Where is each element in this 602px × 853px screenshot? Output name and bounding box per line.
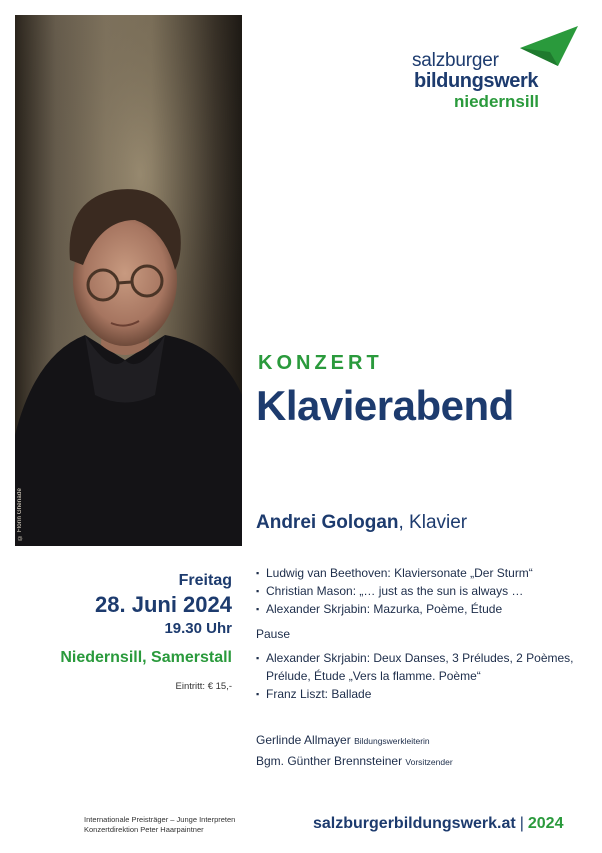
footer-credit-line: Internationale Preisträger – Junge Interpreten <box>84 815 236 824</box>
footer-credits <box>84 815 235 835</box>
event-kicker: KONZERT <box>258 352 383 374</box>
performer-photo <box>15 15 242 546</box>
entry-fee: Eintritt: € 15,- <box>175 681 232 692</box>
program-pause: Pause <box>256 627 291 641</box>
photo-credit: © Florin Ghenade <box>17 487 23 540</box>
event-details <box>60 572 232 692</box>
footer-separator: | <box>519 815 524 832</box>
program-item: ▪ Alexander Skrjabin: Mazurka, Poème, Étude <box>256 600 586 618</box>
event-time: 19.30 Uhr <box>164 620 232 637</box>
logo-line-niedernsill: niedernsill <box>454 92 540 111</box>
logo-line-bildungswerk: bildungswerk <box>414 70 539 92</box>
event-day: Freitag <box>178 572 232 589</box>
performer-line <box>256 512 467 534</box>
program-list <box>256 564 586 703</box>
program-item: ▪ Alexander Skrjabin: Deux Danses, 3 Préludes, 2 Poèmes, Prélude, Étude „Vers la flamme. Poème“ <box>256 649 586 685</box>
footer-year: 2024 <box>527 815 564 832</box>
footer-credit-line: Konzertdirektion Peter Haarpaintner <box>84 825 204 834</box>
program-item: ▪ Franz Liszt: Ballade <box>256 685 586 703</box>
program-item: ▪ Christian Mason: „… just as the sun is always … <box>256 582 586 600</box>
event-date: 28. Juni 2024 <box>95 592 232 617</box>
program-item: ▪ Ludwig van Beethoven: Klaviersonate „Der Sturm“ <box>256 564 586 582</box>
performer-role: , Klavier <box>398 512 468 533</box>
logo-line-salzburger: salzburger <box>412 50 499 71</box>
organizer-line <box>256 730 453 751</box>
event-title: Klavierabend <box>256 382 514 429</box>
performer-portrait <box>15 15 242 546</box>
flag-triangle-icon <box>520 26 578 66</box>
performer-name: Andrei Gologan <box>256 512 399 533</box>
organizer-name: Bgm. Günther Brennsteiner <box>256 754 403 768</box>
footer-website-line <box>313 815 563 833</box>
organizer-role: Vorsitzender <box>405 757 453 767</box>
brand-logo <box>412 26 582 116</box>
organizer-name: Gerlinde Allmayer <box>256 733 351 747</box>
organizer-line <box>256 751 453 772</box>
event-venue: Niedernsill, Samerstall <box>60 649 232 666</box>
organizers <box>256 730 453 772</box>
website-link[interactable]: salzburgerbildungswerk.at <box>313 815 516 832</box>
organizer-role: Bildungswerkleiterin <box>354 736 430 746</box>
